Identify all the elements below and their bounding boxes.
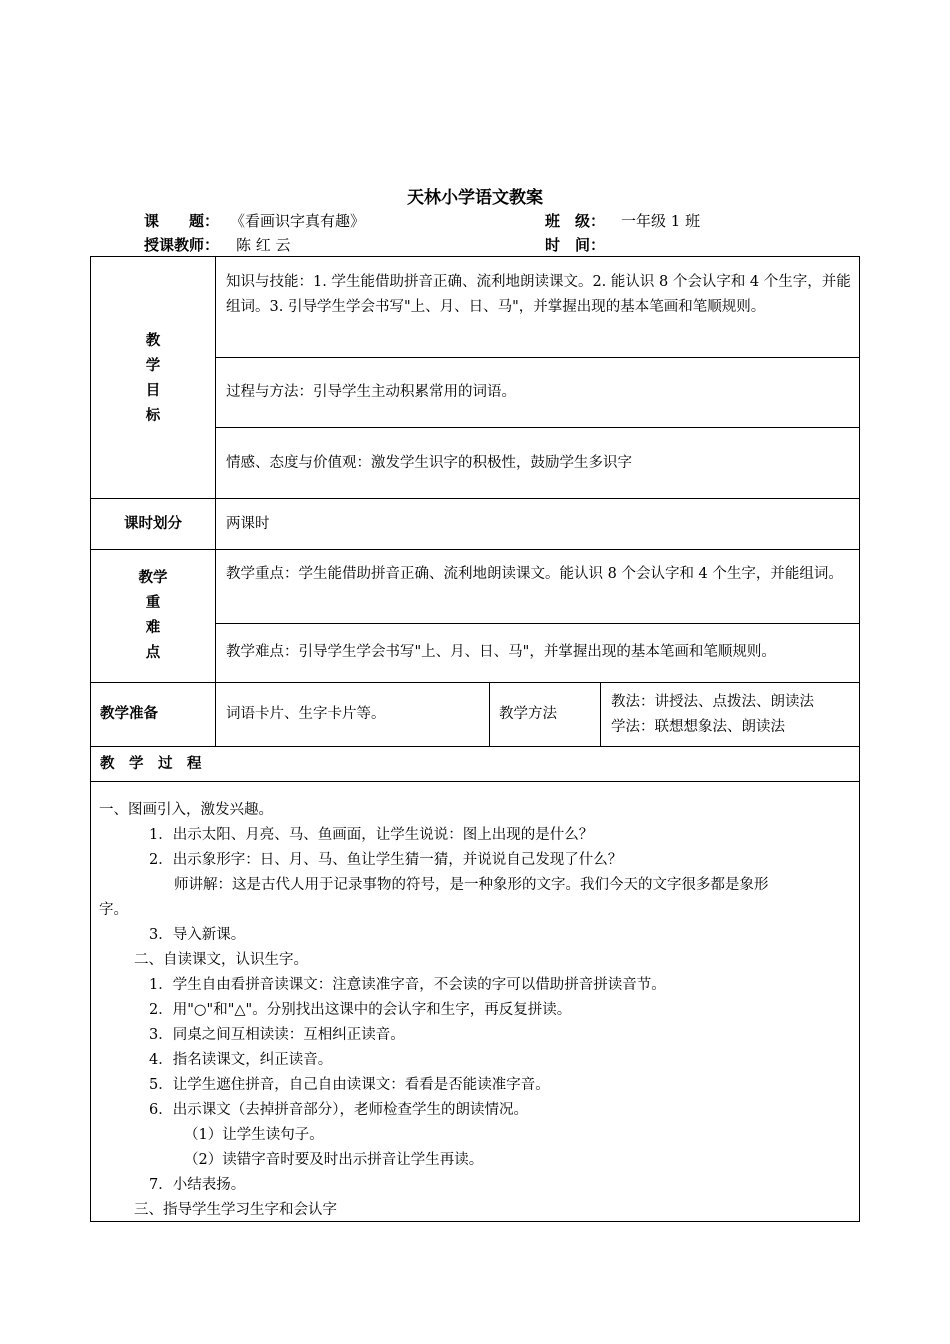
process-line: 1．出示太阳、月亮、马、鱼画面，让学生说说：图上出现的是什么？ bbox=[149, 827, 594, 843]
preparation-label: 教学准备 bbox=[100, 706, 158, 722]
page-title: 天林小学语文教案 bbox=[407, 188, 543, 208]
key-points-label-char: 重 bbox=[145, 595, 161, 611]
process-line: 字。 bbox=[99, 902, 128, 918]
process-content bbox=[99, 798, 855, 1223]
key-points-label-char: 教学 bbox=[138, 570, 168, 586]
schedule-label: 课时划分 bbox=[124, 516, 182, 532]
key-points-label-char: 难 bbox=[145, 620, 161, 636]
preparation-value: 词语卡片、生字卡片等。 bbox=[226, 706, 386, 722]
class-label: 班 级： bbox=[545, 212, 606, 230]
objective-emotion: 情感、态度与价值观：激发学生识字的积极性，鼓励学生多识字 bbox=[226, 455, 632, 471]
key-points-label bbox=[91, 566, 215, 666]
process-line: 3．同桌之间互相读读：互相纠正读音。 bbox=[149, 1027, 405, 1043]
process-line: 2．用"○"和"△"。分别找出这课中的会认字和生字，再反复拼读。 bbox=[149, 1002, 572, 1018]
key-point-focus: 教学重点：学生能借助拼音正确、流利地朗读课文。能认识 8 个会认字和 4 个生字，并能组词。 bbox=[226, 566, 843, 582]
objectives-label-char: 教 bbox=[145, 333, 161, 349]
objective-process: 过程与方法：引导学生主动积累常用的词语。 bbox=[226, 384, 516, 400]
process-line: 4．指名读课文，纠正读音。 bbox=[149, 1052, 333, 1068]
objective-knowledge: 知识与技能：1. 学生能借助拼音正确、流利地朗读课文。2. 能认识 8 个会认字和 4 个生字，并能组词。3. 引导学生学会书写"上、月、日、马"，并掌握出现的基本笔画和笔顺规则。 bbox=[226, 274, 851, 315]
process-line: 2．出示象形字：日、月、马、鱼让学生猜一猜，并说说自己发现了什么？ bbox=[149, 852, 623, 868]
process-line: 3．导入新课。 bbox=[149, 927, 246, 943]
key-point-difficulty: 教学难点：引导学生学会书写"上、月、日、马"，并掌握出现的基本笔画和笔顺规则。 bbox=[226, 644, 776, 660]
objectives-label bbox=[91, 329, 215, 429]
process-line: 三、指导学生学习生字和会认字 bbox=[134, 1202, 337, 1218]
process-line: 二、自读课文，认识生字。 bbox=[134, 952, 308, 968]
method-teach: 教法：讲授法、点拨法、朗读法 bbox=[611, 694, 814, 710]
teacher-value: 陈 红 云 bbox=[236, 236, 291, 254]
method-label: 教学方法 bbox=[499, 706, 557, 722]
teacher-label: 授课教师： bbox=[144, 236, 220, 254]
topic-label: 课 题： bbox=[144, 212, 220, 230]
process-header: 教 学 过 程 bbox=[100, 756, 202, 772]
objectives-label-char: 目 bbox=[145, 383, 161, 399]
process-line: 5．让学生遮住拼音，自己自由读课文：看看是否能读准字音。 bbox=[149, 1077, 550, 1093]
time-label: 时 间： bbox=[545, 236, 606, 254]
process-line: 6．出示课文（去掉拼音部分），老师检查学生的朗读情况。 bbox=[149, 1102, 528, 1118]
process-line: 1．学生自由看拼音读课文：注意读准字音，不会读的字可以借助拼音拼读音节。 bbox=[149, 977, 666, 993]
process-line: （1）让学生读句子。 bbox=[184, 1127, 324, 1143]
topic-value: 《看画识字真有趣》 bbox=[230, 212, 366, 230]
process-line: 一、图画引入，激发兴趣。 bbox=[99, 802, 273, 818]
objectives-label-char: 标 bbox=[145, 408, 161, 424]
method-learn: 学法：联想想象法、朗读法 bbox=[611, 719, 785, 735]
process-line: （2）读错字音时要及时出示拼音让学生再读。 bbox=[184, 1152, 484, 1168]
key-points-label-char: 点 bbox=[145, 645, 161, 661]
class-value: 一年级 1 班 bbox=[621, 212, 701, 230]
process-line: 7．小结表扬。 bbox=[149, 1177, 246, 1193]
schedule-value: 两课时 bbox=[226, 516, 270, 532]
process-line: 师讲解：这是古代人用于记录事物的符号，是一种象形的文字。我们今天的文字很多都是象形 bbox=[174, 877, 769, 893]
objectives-label-char: 学 bbox=[145, 358, 161, 374]
